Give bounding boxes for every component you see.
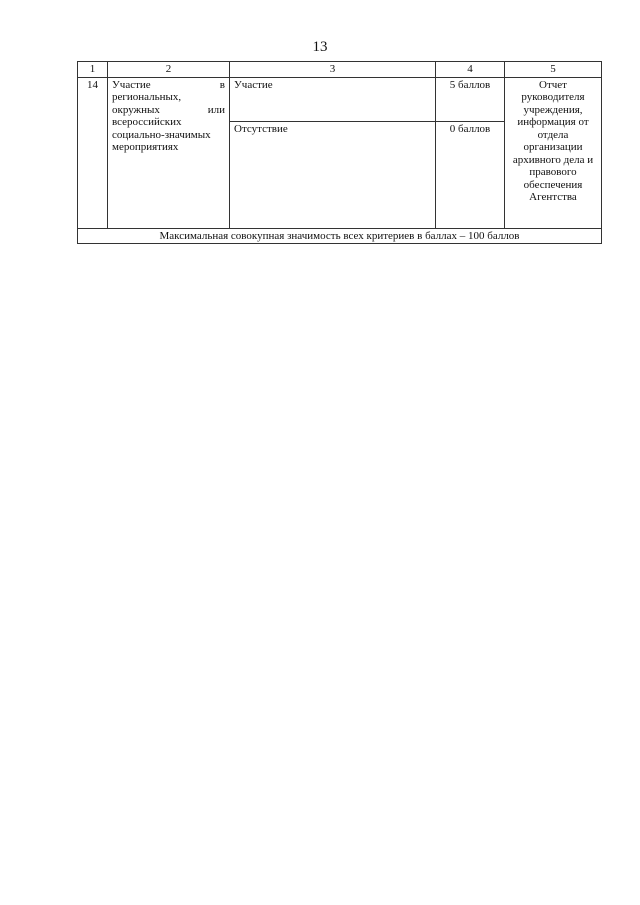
header-cell-3: 3 <box>230 62 436 78</box>
option-label: Отсутствие <box>230 121 436 228</box>
row-number: 14 <box>78 77 108 228</box>
criteria-table <box>77 61 602 244</box>
table-row <box>78 77 602 121</box>
page-number: 13 <box>312 39 328 55</box>
option-points: 0 баллов <box>436 121 505 228</box>
header-cell-4: 4 <box>436 62 505 78</box>
option-points: 5 баллов <box>436 77 505 121</box>
option-label: Участие <box>230 77 436 121</box>
header-cell-2: 2 <box>108 62 230 78</box>
header-cell-1: 1 <box>78 62 108 78</box>
source-cell: Отчет руководителя учреждения, информация от отдела организации архивного дела и правового обеспечения Агентства <box>505 77 602 228</box>
total-row <box>78 228 602 244</box>
total-text: Максимальная совокупная значимость всех критериев в баллах – 100 баллов <box>78 228 602 244</box>
header-row <box>78 62 602 78</box>
criterion-cell: Участие в региональных, окружных или всероссийских социально-значимых мероприятиях <box>108 77 230 228</box>
header-cell-5: 5 <box>505 62 602 78</box>
